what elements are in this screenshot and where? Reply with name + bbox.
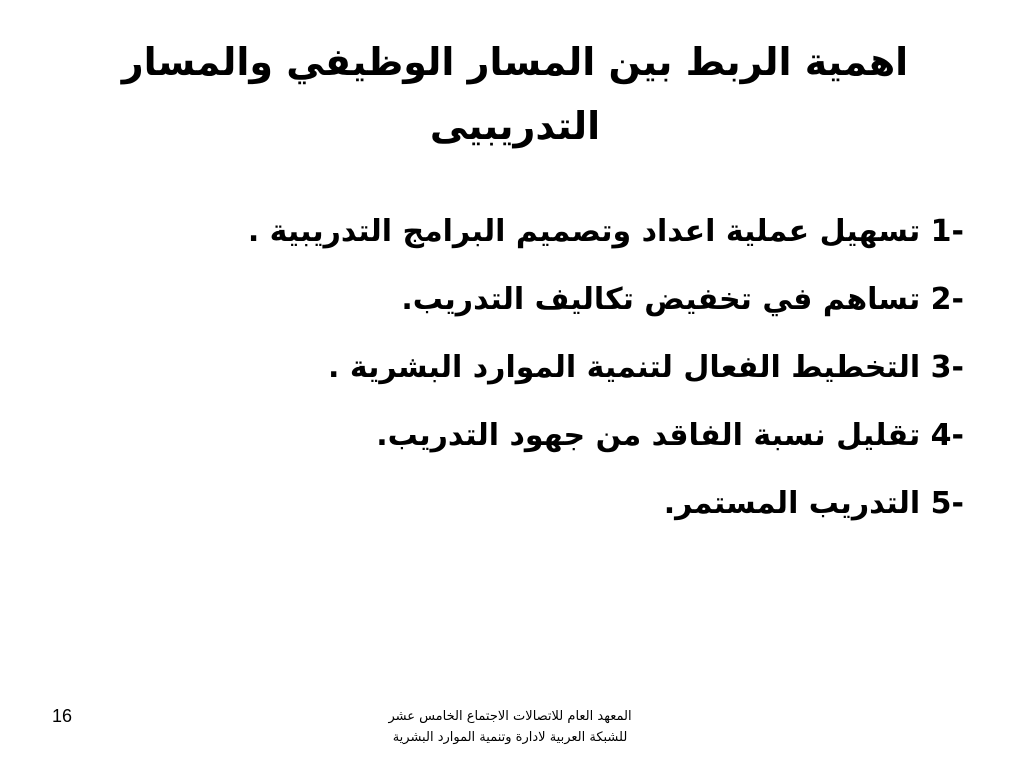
list-item [164, 404, 964, 472]
footer-line-2: للشبكة العربية لادارة وتنمية الموارد البشرية [392, 730, 628, 745]
list-item-number: 3- [930, 350, 964, 385]
list-item-number: 5- [930, 486, 964, 521]
list-item-text: تقليل نسبة الفاقد من جهود التدريب. [376, 418, 921, 453]
list-item [164, 472, 964, 540]
list-item-number: 1- [930, 214, 964, 249]
footer-line-1: المعهد العام للاتصالات الاجتماع الخامس عشر [388, 709, 632, 724]
list-item-number: 4- [930, 418, 964, 453]
page-number: 16 [52, 706, 73, 726]
list-item [164, 336, 964, 404]
list-item-number: 2- [930, 282, 964, 317]
list-item-text: التدريب المستمر. [663, 486, 921, 521]
list-item [164, 200, 964, 268]
slide-title: اهمية الربط بين المسار الوظيفي والمسار التدريبيى [121, 40, 909, 148]
list-item [164, 268, 964, 336]
list-item-text: تساهم في تخفيض تكاليف التدريب. [401, 282, 921, 317]
bullet-list [164, 200, 964, 540]
footer-text [340, 706, 680, 748]
list-item-text: التخطيط الفعال لتنمية الموارد البشرية . [328, 350, 921, 385]
list-item-text: تسهيل عملية اعداد وتصميم البرامج التدريبية . [247, 214, 921, 249]
